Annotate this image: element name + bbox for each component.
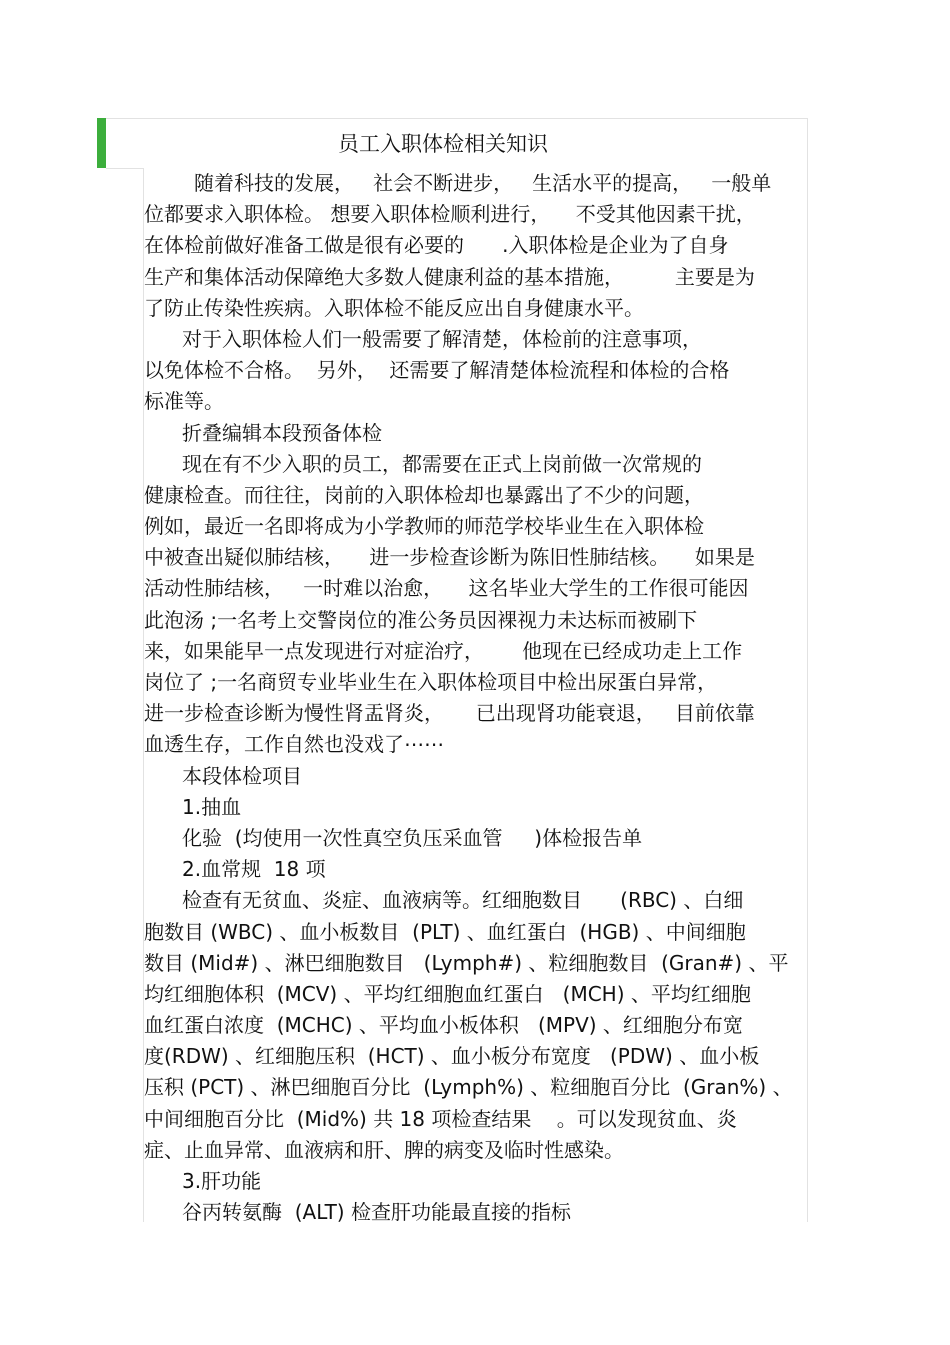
text-line: 血红蛋白浓度 (MCHC) 、平均血小板体积 (MPV) 、红细胞分布宽 [144, 1013, 743, 1038]
frame-border-corner [106, 168, 143, 169]
text-line: 进一步检查诊断为慢性肾盂肾炎， 已出现肾功能衰退， 目前依靠 [144, 701, 755, 726]
frame-border-right [807, 118, 808, 1222]
text-line: 标准等。 [144, 389, 224, 414]
text-line: 中被查出疑似肺结核， 进一步检查诊断为陈旧性肺结核。 如果是 [144, 545, 755, 570]
frame-border-top [106, 118, 808, 119]
text-line: 现在有不少入职的员工，都需要在正式上岗前做一次常规的 [182, 451, 702, 476]
text-line: 压积 (PCT) 、淋巴细胞百分比 (Lymph%) 、粒细胞百分比 (Gran%) 、 [144, 1075, 793, 1100]
text-line: 活动性肺结核， 一时难以治愈， 这名毕业大学生的工作很可能因 [144, 576, 749, 601]
text-line: 胞数目 (WBC) 、血小板数目 (PLT) 、血红蛋白 (HGB) 、中间细胞 [144, 919, 746, 944]
text-line: 位都要求入职体检。 想要入职体检顺利进行， 不受其他因素干扰， [144, 202, 756, 227]
text-line: 健康检查。而往往，岗前的入职体检却也暴露出了不少的问题， [144, 482, 704, 507]
item-heading: 2.血常规 18 项 [182, 857, 326, 882]
text-line: 以免体检不合格。 另外， 还需要了解清楚体检流程和体检的合格 [144, 358, 730, 383]
text-line: 此泡汤 ;一名考上交警岗位的准公务员因裸视力未达标而被刷下 [144, 607, 698, 632]
text-line: 中间细胞百分比 (Mid%) 共 18 项检查结果 。可以发现贫血、炎 [144, 1106, 737, 1131]
text-line: 均红细胞体积 (MCV) 、平均红细胞血红蛋白 (MCH) 、平均红细胞 [144, 981, 751, 1006]
text-line: 生产和集体活动保障绝大多数人健康利益的基本措施， 主要是为 [144, 264, 755, 289]
text-line: 对于入职体检人们一般需要了解清楚，体检前的注意事项， [182, 326, 702, 351]
text-line: 症、止血异常、血液病和肝、脾的病变及临时性感染。 [144, 1137, 624, 1162]
text-line: 在体检前做好准备工做是很有必要的 .入职体检是企业为了自身 [144, 233, 729, 258]
item-heading: 3.肝功能 [182, 1169, 262, 1193]
section-heading: 折叠编辑本段预备体检 [182, 420, 382, 445]
document-title: 员工入职体检相关知识 [338, 132, 548, 156]
text-line: 谷丙转氨酶 (ALT) 检查肝功能最直接的指标 [182, 1200, 571, 1225]
text-line: 岗位了 ;一名商贸专业毕业生在入职体检项目中检出尿蛋白异常， [144, 670, 718, 694]
text-line: 随着科技的发展， 社会不断进步， 生活水平的提高， 一般单 [194, 171, 772, 195]
text-line: 化验 (均使用一次性真空负压采血管 )体检报告单 [182, 825, 643, 850]
text-line: 检查有无贫血、炎症、血液病等。红细胞数目 (RBC) 、白细 [182, 888, 744, 913]
text-line: 血透生存，工作自然也没戏了⋯⋯ [144, 732, 444, 757]
text-line: 数目 (Mid#) 、淋巴细胞数目 (Lymph#) 、粒细胞数目 (Gran#) 、平 [144, 950, 789, 975]
document-body [144, 168, 806, 1228]
item-heading: 1.抽血 [182, 794, 242, 819]
accent-bar [97, 118, 106, 168]
section-heading: 本段体检项目 [182, 763, 302, 788]
text-line: 了防止传染性疾病。入职体检不能反应出自身健康水平。 [144, 295, 644, 320]
text-line: 例如，最近一名即将成为小学教师的师范学校毕业生在入职体检 [144, 514, 704, 539]
text-line: 来，如果能早一点发现进行对症治疗， 他现在已经成功走上工作 [144, 638, 743, 663]
text-line: 度(RDW) 、红细胞压积 (HCT) 、血小板分布宽度 (PDW) 、血小板 [144, 1044, 760, 1069]
